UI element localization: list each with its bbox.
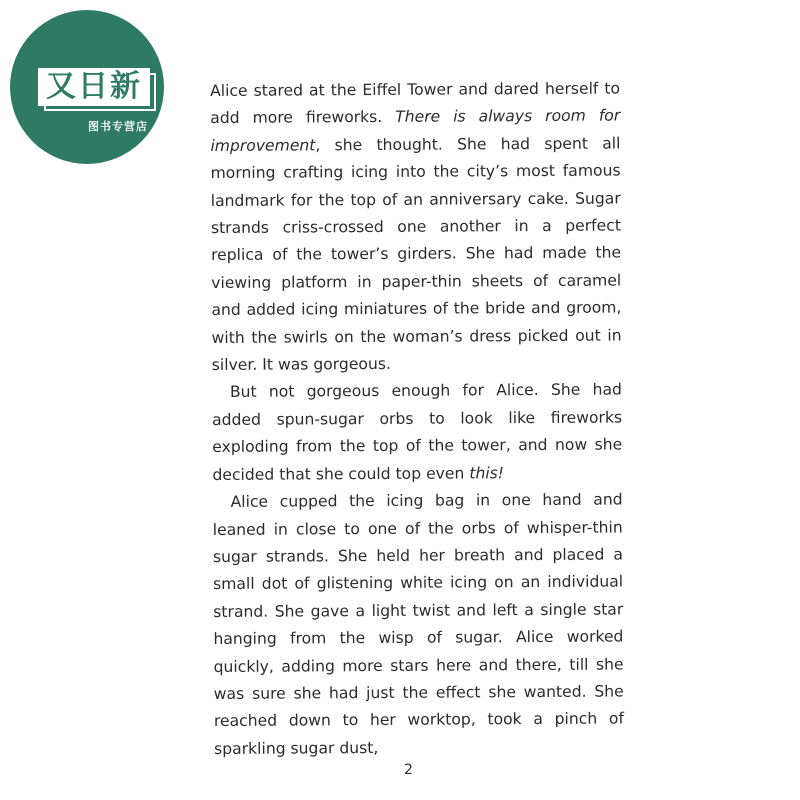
badge-title: 又日新 — [38, 68, 150, 106]
text-run: Alice cupped the icing bag in one hand and leaned in close to one of the orbs of whisper-thin sugar strands. She held her breath and placed a small dot of glistening white icing on an individual strand. She gave a light twist and left a single star hanging from the wisp of sugar. Alice worked quickly, adding more stars here and there, till she was sure she had just the effect she wanted. She reached down to her worktop, took a pinch of sparkling sugar dust, — [212, 490, 624, 758]
page-number: 2 — [404, 762, 413, 778]
text-run: But not gorgeous enough for Alice. She had added spun-sugar orbs to look like fireworks exploding from the top of the tower, and now she decided that she could top even — [212, 380, 623, 484]
store-watermark-badge — [10, 10, 164, 164]
badge-subtitle: 图书专营店 — [88, 120, 148, 133]
paragraph — [212, 377, 623, 489]
paragraph — [210, 75, 622, 379]
story-text — [210, 75, 624, 763]
text-run: Alice stared at the Eiffel Tower and dared herself to add more fireworks. — [210, 79, 621, 128]
italic-text: There is always room for improvement — [210, 106, 621, 155]
italic-text: this! — [469, 463, 505, 483]
text-run: , she thought. She had spent all morning crafting icing into the city’s most famous landmark for the top of an anniversary cake. Sugar strands criss-crossed one another in a perfect replica of the tower’s girders. She had made the viewing platform in paper-thin sheets of caramel and added icing miniatures of the bride and groom, with the swirls on the woman’s dress picked out in silver. It was gorgeous. — [210, 134, 622, 375]
paragraph — [213, 487, 625, 764]
